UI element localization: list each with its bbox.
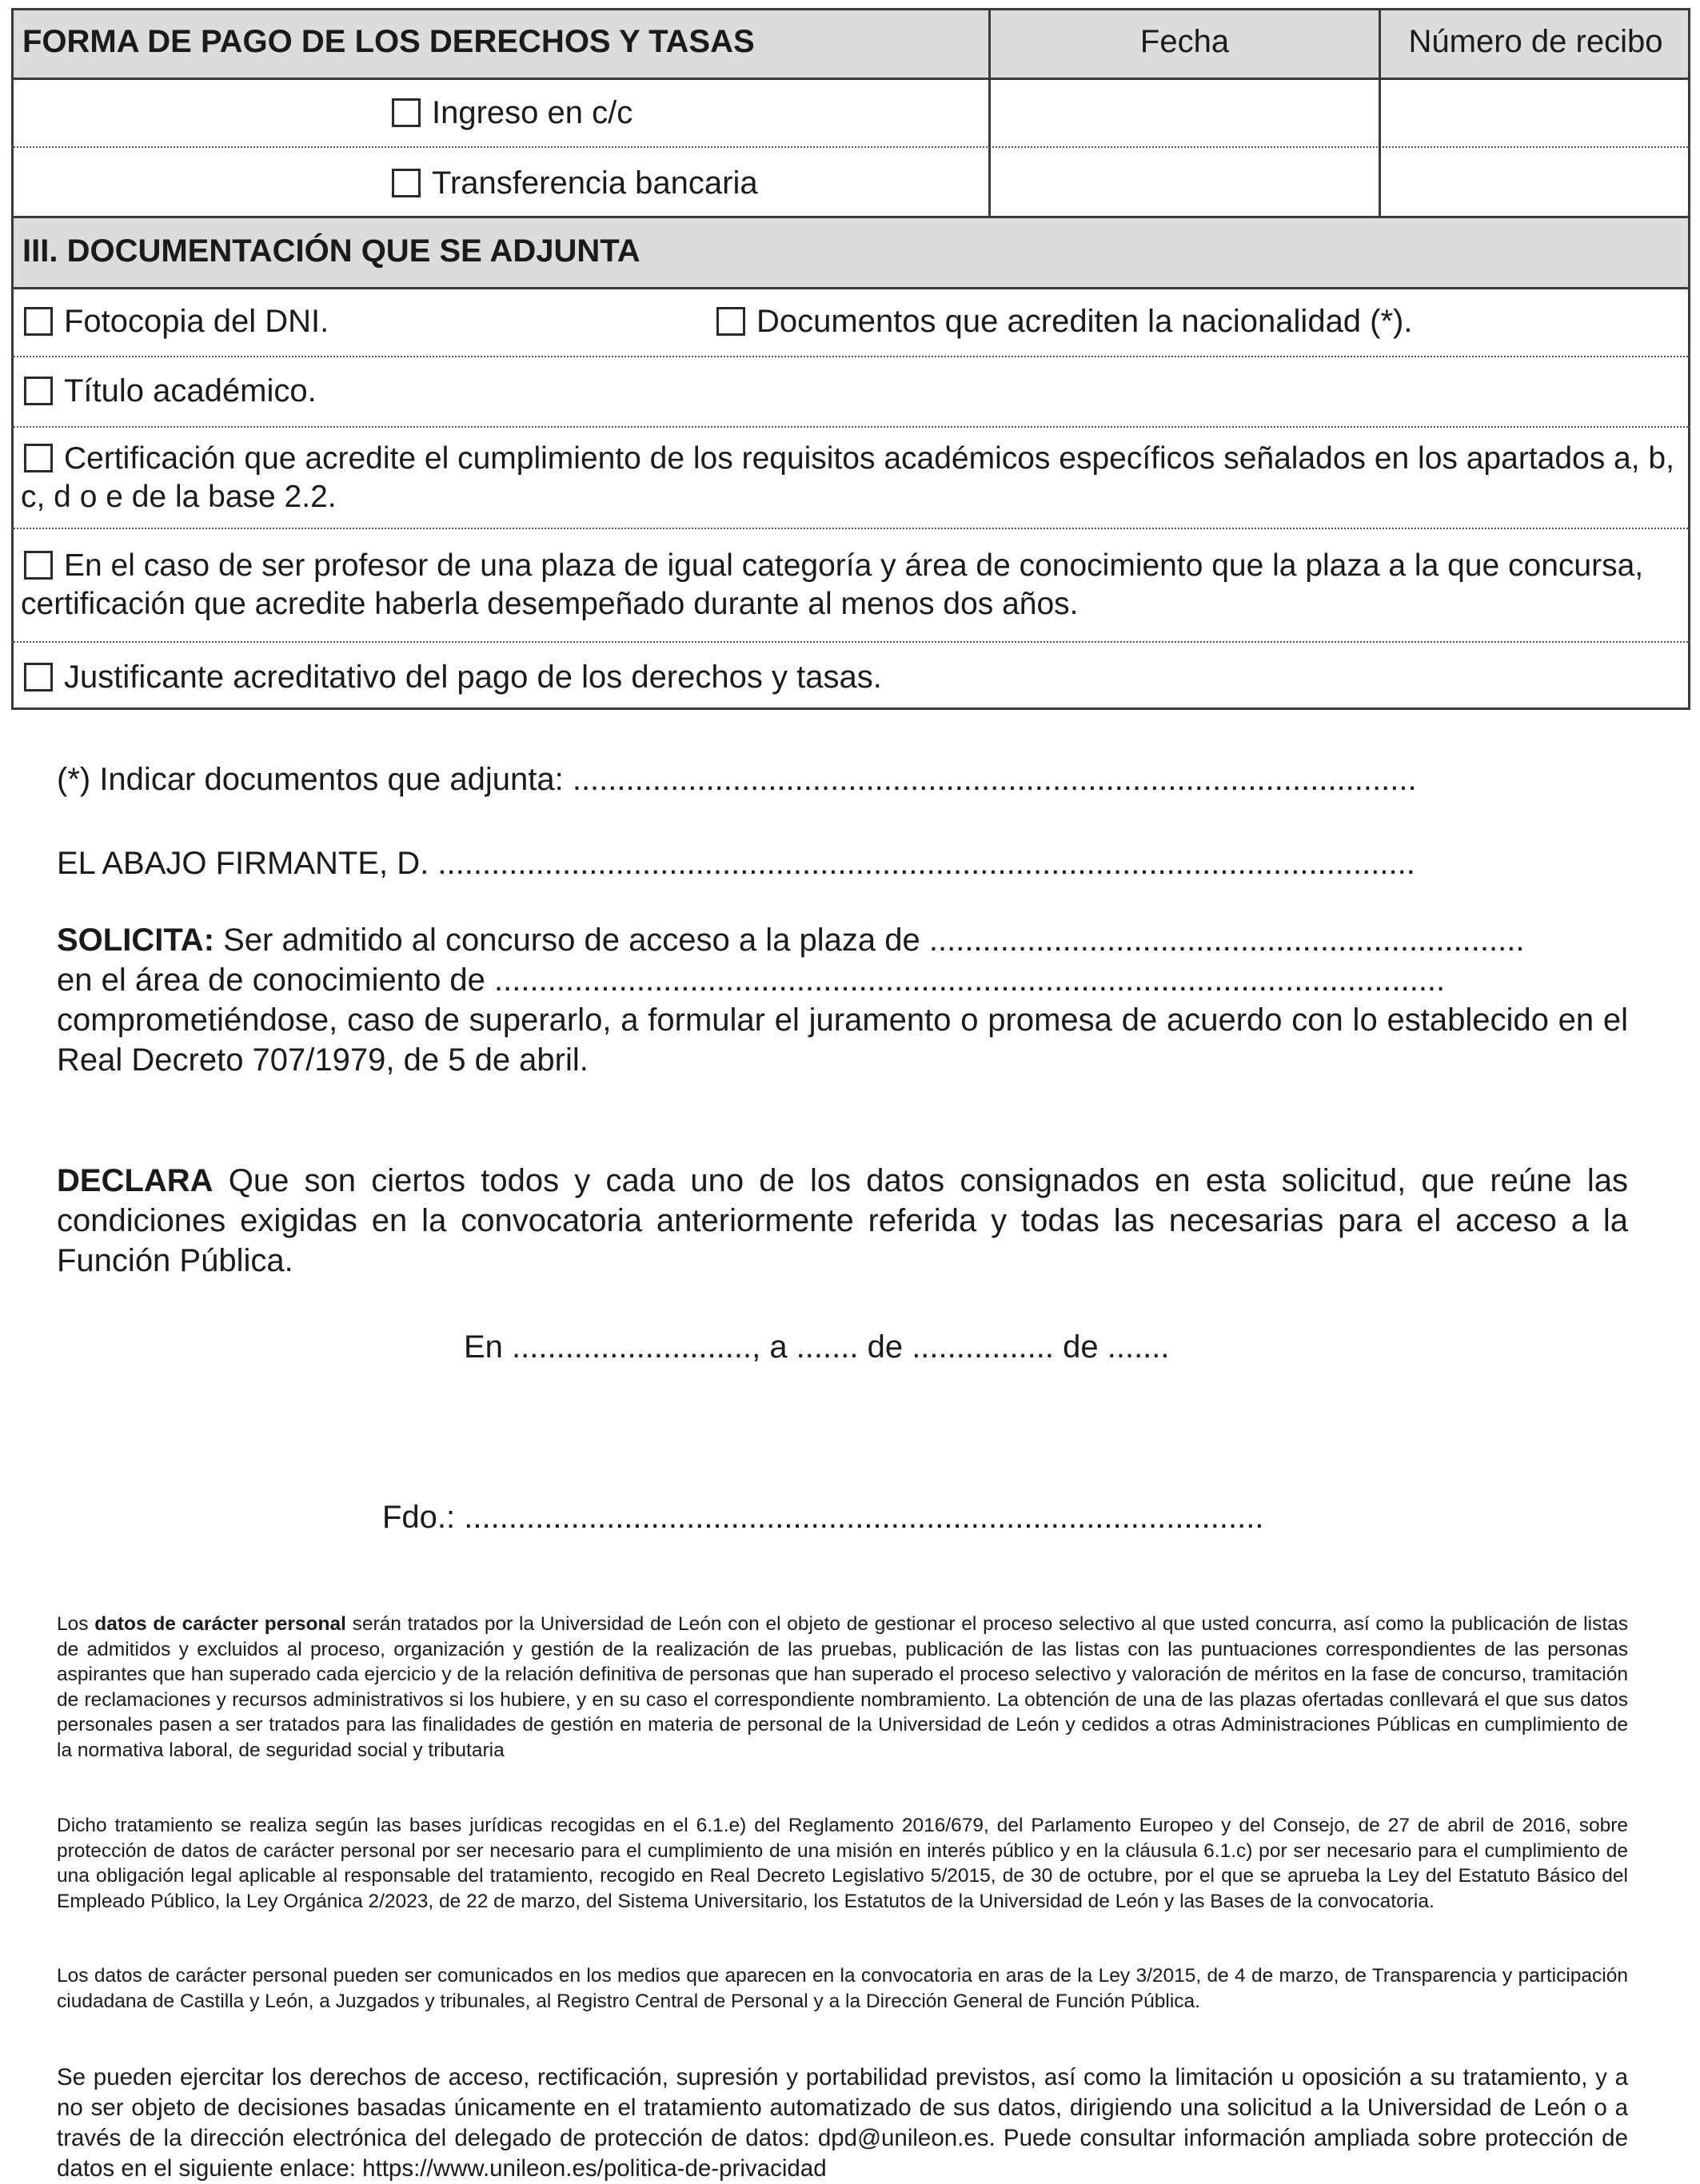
checkbox[interactable]: [24, 551, 53, 580]
privacy-paragraph-2: Dicho tratamiento se realiza según las bases jurídicas recogidas en el 6.1.e) del Reglamento 2016/679, del Parlamento Europeo y del Consejo, de 27 de abril de 2016, sobre protección de datos de carácter personal por ser necesario para el cumplimiento de una misión en interés público y en la cláusula 6.1.c) por ser necesario para el cumplimiento de una obligación legal aplicable al responsable del tratamiento, recogido en Real Decreto Legislativo 5/2015, de 30 de octubre, por el que se aprueba la Ley del Estatuto Básico del Empleado Público, la Ley Orgánica 2/2023, de 22 de marzo, del Sistema Universitario, los Estatutos de la Universidad de León y las Bases de la convocatoria.: [57, 1815, 1628, 1912]
doc-item-label: Justificante acreditativo del pago de los derechos y tasas.: [64, 660, 882, 695]
declara-label: DECLARA: [57, 1163, 213, 1198]
indicate-documents-line[interactable]: (*) Indicar documentos que adjunta: ...............................................................................................: [57, 762, 1417, 797]
privacy-paragraph-4: Se pueden ejercitar los derechos de acceso, rectificación, supresión y portabilidad previstos, así como la limitación u oposición a su tratamiento, y a no ser objeto de decisiones basadas únicamente en el tratamiento automatizado de sus datos, dirigiendo una solicitud a la Universidad de León o a través de la dirección electrónica del delegado de protección de datos: dpd@unileon.es. Puede consultar información ampliada sobre protección de datos en el siguiente enlace: https://www.unileon.es/politica-de-privacidad: [57, 2064, 1628, 2182]
checkbox[interactable]: [392, 98, 421, 127]
solicita-commitment-text: comprometiéndose, caso de superarlo, a formular el juramento o promesa de acuerdo con lo establecido en el Real Decreto 707/1979, de 5 de abril.: [57, 1002, 1628, 1078]
checkbox[interactable]: [24, 663, 53, 691]
solicita-position-line[interactable]: Ser admitido al concurso de acceso a la plaza de ...................................................................: [214, 923, 1525, 958]
doc-item-dni[interactable]: [24, 304, 329, 339]
checkbox[interactable]: [24, 377, 53, 405]
declara-block: [57, 1161, 1628, 1281]
doc-item-label: En el caso de ser profesor de una plaza de igual categoría y área de conocimiento que la plaza a la que concursa, certificación que acredite haberla desempeñado durante al menos dos años.: [21, 548, 1644, 621]
doc-item-nationality[interactable]: [716, 304, 1413, 339]
date-field-transfer[interactable]: [992, 149, 1377, 213]
divider: [11, 78, 1690, 80]
doc-item-label: Título académico.: [64, 373, 317, 409]
receipt-field-transfer[interactable]: [1382, 149, 1689, 213]
doc-item-certification: [21, 440, 1684, 516]
privacy-paragraph-1: [57, 1612, 1628, 1763]
declara-text: Que son ciertos todos y cada uno de los datos consignados en esta solicitud, que reúne las condiciones exigidas en la convocatoria anteriormente referida y todas las necesarias para el acceso a la Función Pública.: [57, 1163, 1628, 1278]
divider: [11, 216, 1690, 218]
option-label: Transferencia bancaria: [432, 165, 758, 201]
doc-item-academic-title[interactable]: [24, 373, 317, 409]
doc-item-label: Certificación que acredite el cumplimiento de los requisitos académicos específicos señalados en los apartados a, b, c, d o e de la base 2.2.: [21, 441, 1674, 514]
privacy-text: serán tratados por la Universidad de León con el objeto de gestionar el proceso selectivo al que usted concurra, así como la publicación de listas de admitidos y excluidos al proceso, organización y gestión de la realización de las pruebas, publicación de las listas con las puntuaciones correspondientes de las personas aspirantes que han superado cada ejercicio y de la relación definitiva de personas que han superado el proceso selectivo y valoración de méritos en la fase de concurso, tramitación de reclamaciones y recursos administrativos si los hubiere, y en su caso el correspondiente nombramiento. La obtención de una de las plazas ofertadas conllevará el que sus datos personales pasen a ser tratados para las finalidades de gestión en materia de personal de la Universidad de León y cedidos a otras Administraciones Públicas en cumplimiento de la normativa laboral, de seguridad social y tributaria: [57, 1613, 1628, 1761]
solicita-label: SOLICITA:: [57, 923, 215, 958]
privacy-bold-term: datos de carácter personal: [94, 1613, 346, 1635]
documentation-section-title: III. DOCUMENTACIÓN QUE SE ADJUNTA: [22, 233, 640, 269]
doc-item-payment-proof[interactable]: [24, 660, 882, 695]
checkbox[interactable]: [716, 307, 745, 336]
option-label: Ingreso en c/c: [432, 95, 633, 130]
doc-item-label: Documentos que acrediten la nacionalidad (*).: [756, 304, 1413, 339]
solicita-area-line[interactable]: en el área de conocimiento de ...........................................................................................................: [57, 962, 1446, 998]
date-field-account[interactable]: [992, 81, 1377, 145]
checkbox[interactable]: [24, 307, 53, 336]
divider: [11, 356, 1690, 357]
divider: [11, 528, 1690, 529]
receipt-column-header: Número de recibo: [1408, 24, 1663, 59]
doc-item-label: Fotocopia del DNI.: [64, 304, 329, 339]
privacy-paragraph-3: Los datos de carácter personal pueden ser comunicados en los medios que aparecen en la convocatoria en aras de la Ley 3/2015, de 4 de marzo, de Transparencia y participación ciudadana de Castilla y León, a Juzgados y tribunales, al Registro Central de Personal y a la Dirección General de Función Pública.: [57, 1965, 1628, 2012]
divider: [11, 426, 1690, 428]
checkbox[interactable]: [392, 169, 421, 197]
doc-item-professor: [21, 547, 1684, 624]
solicita-block: [57, 920, 1628, 1080]
privacy-text: Los: [57, 1613, 95, 1635]
signer-name-line[interactable]: EL ABAJO FIRMANTE, D. ..............................................................................................................: [57, 846, 1415, 881]
place-date-line[interactable]: En ..........................., a ....... de ................ de .......: [464, 1329, 1170, 1365]
signature-line[interactable]: Fdo.: ..........................................................................................: [382, 1500, 1264, 1535]
divider: [11, 641, 1690, 643]
divider: [11, 287, 1690, 289]
receipt-field-account[interactable]: [1382, 81, 1689, 145]
payment-option-account[interactable]: [392, 95, 633, 130]
payment-section-title: FORMA DE PAGO DE LOS DERECHOS Y TASAS: [22, 24, 755, 59]
date-column-header: Fecha: [1139, 24, 1230, 59]
checkbox[interactable]: [24, 444, 53, 472]
payment-option-transfer[interactable]: [392, 165, 758, 201]
divider: [11, 146, 1690, 148]
